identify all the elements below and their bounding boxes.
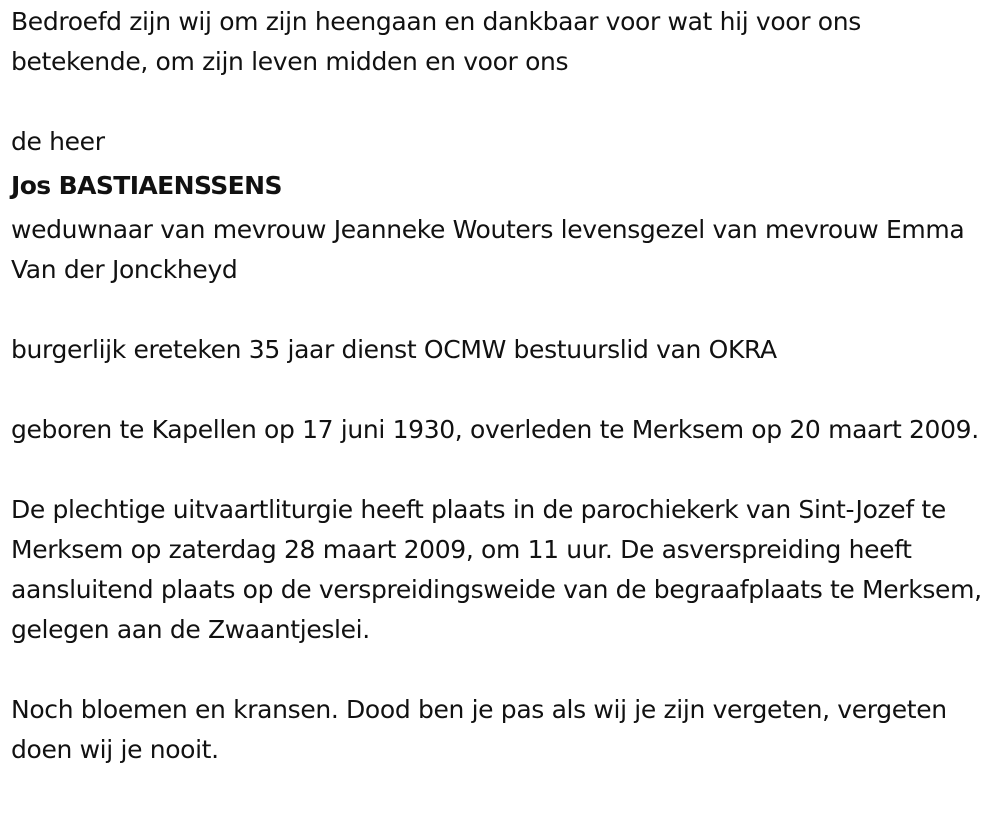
honors-text: burgerlijk ereteken 35 jaar dienst OCMW bestuurslid van OKRA [11,335,777,364]
salutation: de heer [11,127,105,156]
spacer [11,650,991,690]
spacer [11,82,991,122]
life-dates-text: geboren te Kapellen op 17 juni 1930, overleden te Merksem op 20 maart 2009. [11,415,979,444]
spacer [11,370,991,410]
deceased-name: Jos BASTIAENSSENS [11,171,282,200]
spacer [11,290,991,330]
death-notice [11,2,991,770]
closing-text: Noch bloemen en kransen. Dood ben je pas als wij je zijn vergeten, vergeten doen wij je nooit. [11,695,947,764]
spacer [11,450,991,490]
intro-text: Bedroefd zijn wij om zijn heengaan en dankbaar voor wat hij voor ons betekende, om zijn leven midden en voor ons [11,7,861,76]
relation-text: weduwnaar van mevrouw Jeanneke Wouters levensgezel van mevrouw Emma Van der Jonckheyd [11,215,965,284]
ceremony-text: De plechtige uitvaartliturgie heeft plaats in de parochiekerk van Sint-Jozef te Merksem op zaterdag 28 maart 2009, om 11 uur. De asverspreiding heeft aansluitend plaats op de verspreidingsweide van de begraafplaats te Merksem, gelegen aan de Zwaantjeslei. [11,495,982,644]
